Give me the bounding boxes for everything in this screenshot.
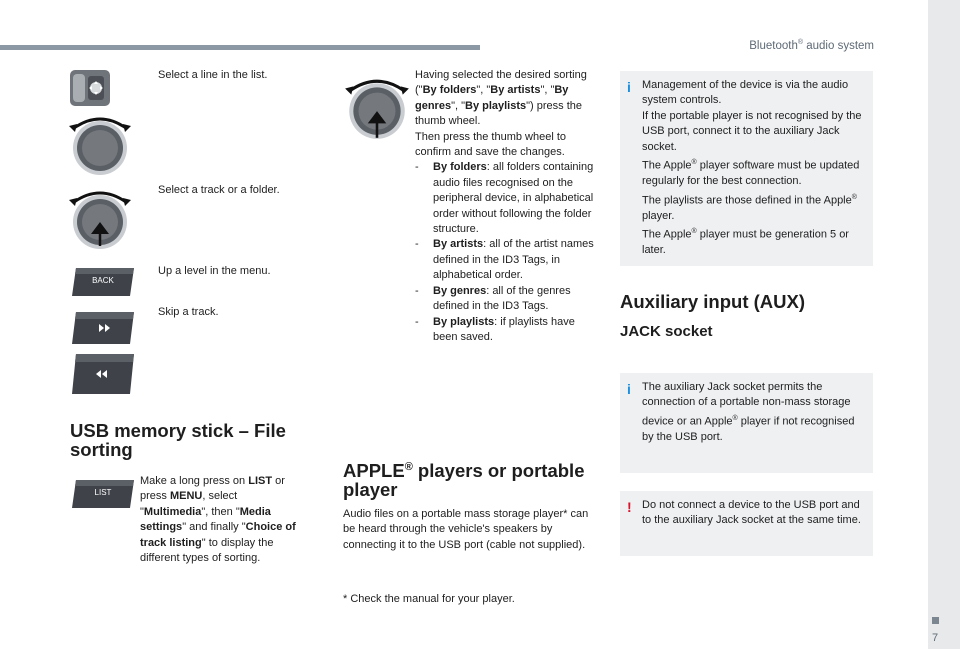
up-level-text: Up a level in the menu. bbox=[158, 265, 271, 277]
list-item: - By folders: all folders containing audio files recognised on the peripheral device, in alphabetical order without following the folder structure. bbox=[415, 161, 594, 236]
list-item: - By playlists: if playlists have been saved. bbox=[415, 315, 575, 343]
usb-sorting-text: Make a long press on LIST or press MENU, select "Multimedia", then "Media settings" and finally "Choice of track listing" to display the different types of sorting. bbox=[140, 475, 296, 565]
warning-note: ! Do not connect a device to the USB port and to the auxiliary Jack socket at the same time. bbox=[620, 491, 873, 556]
end-of-section-mark bbox=[932, 617, 939, 624]
jack-info-note: i The auxiliary Jack socket permits the connection of a portable non-mass storage device or an Apple® player if not recognised by the USB port. bbox=[620, 373, 873, 473]
info-icon: i bbox=[627, 79, 631, 95]
joystick-icon bbox=[70, 70, 110, 106]
section-header: Bluetooth® audio system bbox=[749, 39, 874, 52]
skip-forward-icon bbox=[70, 310, 136, 346]
skip-track-text: Skip a track. bbox=[158, 306, 219, 318]
thumb-wheel-rotate-icon bbox=[67, 112, 133, 178]
apple-heading: APPLE® players or portable player bbox=[343, 460, 585, 501]
select-line-text: Select a line in the list. bbox=[158, 69, 268, 81]
back-button-icon bbox=[70, 266, 136, 298]
list-item: - By genres: all of the genres defined in the ID3 Tags. bbox=[415, 284, 571, 313]
thumb-wheel-confirm-icon bbox=[343, 72, 411, 144]
sorting-detail-text: Having selected the desired sorting ("By folders", "By artists", "By genres", "By playlists") press the thumb wheel. Then press the thumb wheel to confirm and save the changes. - By folders: all folders containing audio files recognised on the peripheral device, in alphabetical order without following the folder structure. - By artists: all of the artist names defined in the ID3 Tags, in alphabetical order. - By genres: all of the genres defined in the ID3 Tags. - By playlists: if playlists have been saved. bbox=[415, 68, 595, 345]
page-number: 7 bbox=[932, 632, 939, 644]
jack-subheading: JACK socket bbox=[620, 323, 713, 340]
list-label: LIST bbox=[94, 488, 112, 497]
info-icon: i bbox=[627, 381, 631, 397]
footnote-text: * Check the manual for your player. bbox=[343, 593, 515, 605]
management-info-note: i Management of the device is via the audio system controls. If the portable player is not recognised by the USB port, connect it to the auxiliary Jack socket. The Apple® player software must be updated regularly for the best connection. The playlists are those defined in the Apple® player. The Apple® player must be generation 5 or later. bbox=[620, 71, 873, 266]
warning-icon: ! bbox=[627, 499, 632, 515]
list-item: - By artists: all of the artist names defined in the ID3 Tags, in alphabetical order. bbox=[415, 238, 594, 282]
back-label: BACK bbox=[92, 276, 114, 285]
skip-back-icon bbox=[70, 352, 136, 396]
list-button-icon bbox=[70, 478, 136, 510]
thumb-wheel-press-icon bbox=[67, 186, 133, 252]
apple-body-text: Audio files on a portable mass storage player* can be heard through the vehicle's speakers by connecting it to the USB port (cable not supplied). bbox=[343, 508, 589, 551]
select-track-text: Select a track or a folder. bbox=[158, 184, 280, 196]
side-band bbox=[928, 0, 960, 649]
header-rule bbox=[0, 45, 480, 50]
usb-sorting-heading: USB memory stick – File sorting bbox=[70, 420, 286, 460]
aux-heading: Auxiliary input (AUX) bbox=[620, 291, 806, 312]
